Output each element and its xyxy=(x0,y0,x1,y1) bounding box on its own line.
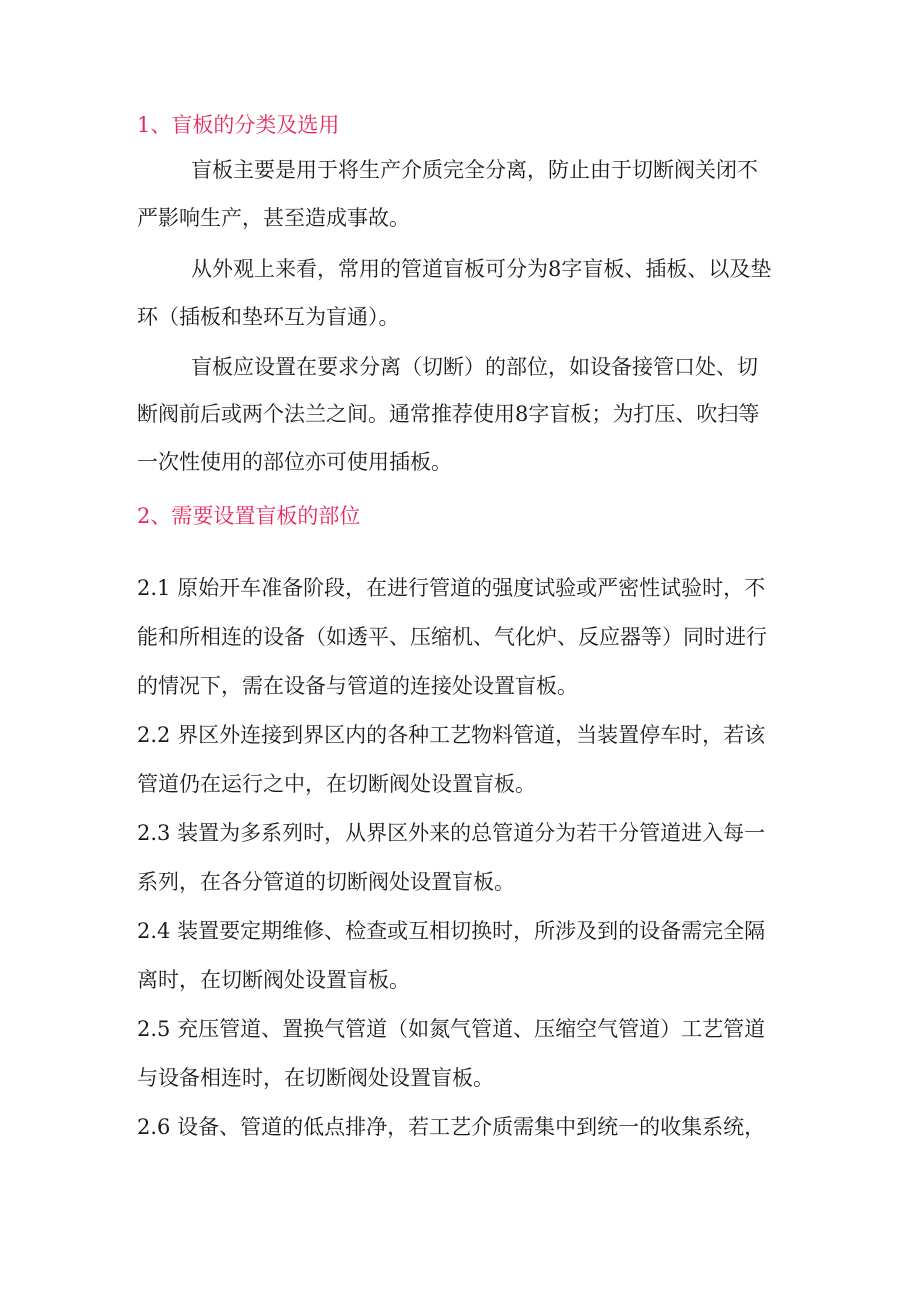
paragraph-line: 从外观上来看，常用的管道盲板可分为8字盲板、插板、以及垫 xyxy=(191,257,772,281)
list-item-line: 能和所相连的设备（如透平、压缩机、气化炉、反应器等）同时进行 xyxy=(137,625,767,649)
paragraph-line: 盲板应设置在要求分离（切断）的部位，如设备接管口处、切 xyxy=(191,355,758,379)
paragraph-line: 环（插板和垫环互为盲通）。 xyxy=(137,305,400,329)
section-heading-2: 2、需要设置盲板的部位 xyxy=(137,504,361,528)
paragraph-line: 严影响生产，甚至造成事故。 xyxy=(137,206,410,230)
list-item-line: 2.3 装置为多系列时，从界区外来的总管道分为若干分管道进入每一 xyxy=(137,821,766,845)
paragraph-line: 盲板主要是用于将生产介质完全分离，防止由于切断阀关闭不 xyxy=(191,158,758,182)
list-item-line: 管道仍在运行之中，在切断阀处设置盲板。 xyxy=(137,772,536,796)
list-item-line: 离时，在切断阀处设置盲板。 xyxy=(137,968,410,992)
list-item-line: 2.4 装置要定期维修、检查或互相切换时，所涉及到的设备需完全隔 xyxy=(137,919,766,943)
paragraph-line: 一次性使用的部位亦可使用插板。 xyxy=(137,450,452,474)
list-item-line: 2.1 原始开车准备阶段，在进行管道的强度试验或严密性试验时，不 xyxy=(137,576,766,600)
paragraph-line: 断阀前后或两个法兰之间。通常推荐使用8字盲板；为打压、吹扫等 xyxy=(137,402,760,426)
list-item-line: 的情况下，需在设备与管道的连接处设置盲板。 xyxy=(137,674,578,698)
list-item-line: 2.5 充压管道、置换气管道（如氮气管道、压缩空气管道）工艺管道 xyxy=(137,1017,766,1041)
section-heading-1: 1、盲板的分类及选用 xyxy=(137,113,340,137)
list-item-line: 与设备相连时，在切断阀处设置盲板。 xyxy=(137,1066,494,1090)
list-item-line: 2.6 设备、管道的低点排净，若工艺介质需集中到统一的收集系统， xyxy=(137,1115,766,1139)
list-item-line: 系列，在各分管道的切断阀处设置盲板。 xyxy=(137,870,515,894)
list-item-line: 2.2 界区外连接到界区内的各种工艺物料管道，当装置停车时，若该 xyxy=(137,723,766,747)
